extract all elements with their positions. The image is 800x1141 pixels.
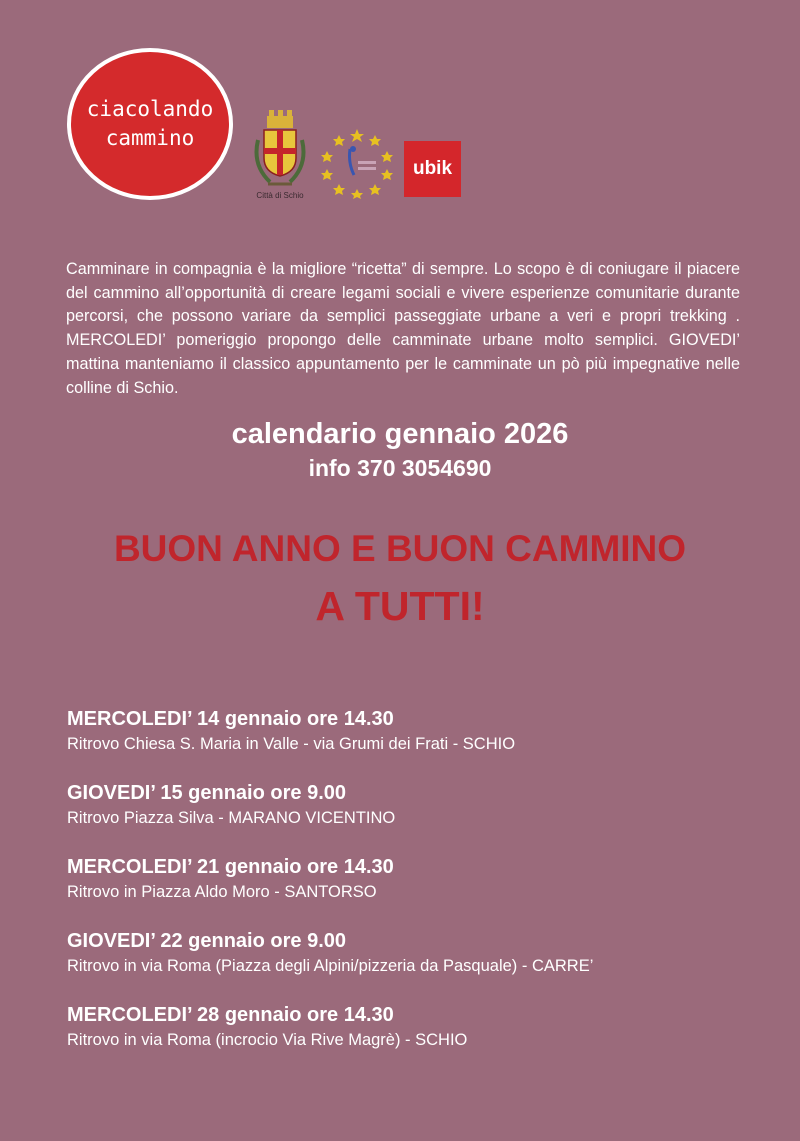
intro-text: Camminare in compagnia è la migliore “ricetta” di sempre. Lo scopo è di coniugare il piacere del cammino all’opportunità di creare legami sociali e vivere esperienze comunitarie durante percorsi, che possono variare da semplici passeggiate urbane a veri e propri trekking . MERCOLEDI’ pomeriggio propongo delle camminate urbane molto semplici. GIOVEDI’ mattina manteniamo il classico appuntamento per le camminate un pò più impegnative nelle colline di Schio. xyxy=(66,260,740,397)
event-location: Ritrovo in Piazza Aldo Moro - SANTORSO xyxy=(67,883,377,901)
event-item xyxy=(67,779,767,853)
event-location: Ritrovo Chiesa S. Maria in Valle - via Grumi dei Frati - SCHIO xyxy=(67,735,516,753)
event-date: GIOVEDI’ 22 gennaio ore 9.00 xyxy=(67,930,346,952)
greeting-line-1: BUON ANNO E BUON CAMMINO xyxy=(113,528,687,569)
event-date: MERCOLEDI’ 28 gennaio ore 14.30 xyxy=(67,1004,394,1026)
logo-line-1: ciacolando xyxy=(86,97,214,121)
event-location: Ritrovo in via Roma (incrocio Via Rive Magrè) - SCHIO xyxy=(67,1031,468,1049)
event-item xyxy=(67,853,767,927)
ubik-logo: ubik xyxy=(404,141,461,197)
event-item xyxy=(67,1001,767,1075)
calendar-title: calendario gennaio 2026 xyxy=(231,418,569,450)
event-location: Ritrovo in via Roma (Piazza degli Alpini/pizzeria da Pasquale) - CARRE’ xyxy=(67,957,594,975)
event-date: MERCOLEDI’ 21 gennaio ore 14.30 xyxy=(67,856,394,878)
event-date: GIOVEDI’ 15 gennaio ore 9.00 xyxy=(67,782,346,804)
event-date: MERCOLEDI’ 14 gennaio ore 14.30 xyxy=(67,708,394,730)
calendar-info: info 370 3054690 xyxy=(308,455,492,481)
logo-line-2: cammino xyxy=(105,126,195,150)
event-item xyxy=(67,927,767,1001)
ciacolando-cammino-logo xyxy=(67,48,233,200)
event-location: Ritrovo Piazza Silva - MARANO VICENTINO xyxy=(67,809,396,827)
stars-emblem-icon xyxy=(320,127,395,199)
greeting-line-2: A TUTTI! xyxy=(315,583,485,629)
crest-label: Città di Schio xyxy=(256,191,304,200)
event-item xyxy=(67,705,767,779)
event-list xyxy=(67,705,767,1075)
